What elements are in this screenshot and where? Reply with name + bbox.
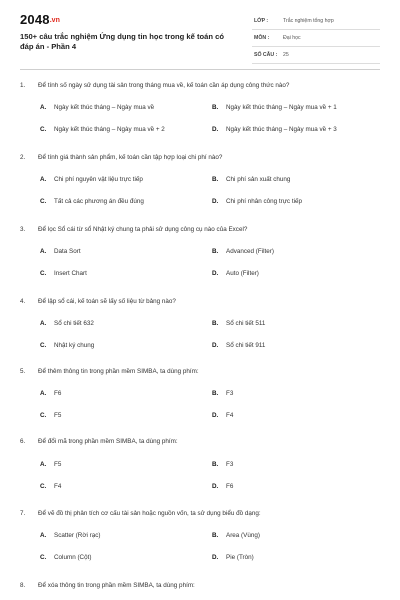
site-logo[interactable] (20, 12, 60, 27)
option-letter: D. (212, 483, 219, 490)
meta-label: SỐ CÂU : (254, 52, 278, 58)
option-letter: D. (212, 270, 219, 277)
question-number: 2. (20, 154, 26, 161)
option-text: Insert Chart (54, 270, 87, 277)
logo-text: 2048 (20, 12, 50, 27)
option-text: Advanced (Filter) (226, 248, 274, 255)
question-number: 4. (20, 298, 26, 305)
option-letter: B. (212, 176, 219, 183)
option-letter: C. (40, 270, 47, 277)
header-divider (20, 69, 380, 70)
meta-label: LỚP : (254, 18, 269, 24)
meta-row-class (252, 13, 380, 30)
option-letter: B. (212, 248, 219, 255)
option-text: Data Sort (54, 248, 81, 255)
logo-suffix: .vn (49, 17, 60, 24)
option-letter: A. (40, 320, 47, 327)
meta-value: Đại học (283, 35, 301, 41)
option-text: Sổ chi tiết 632 (54, 320, 94, 327)
option-text: Sổ chi tiết 511 (226, 320, 266, 327)
option-text: Pie (Tròn) (226, 554, 254, 561)
question-text: Để vẽ đồ thị phân tích cơ cấu tài sản hoặc nguồn vốn, ta sử dụng biểu đồ dạng: (38, 510, 261, 517)
question-number: 5. (20, 368, 26, 375)
option-letter: D. (212, 412, 219, 419)
page-title: 150+ câu trắc nghiệm Ứng dụng tin học trong kế toán có đáp án - Phần 4 (20, 32, 224, 51)
option-letter: B. (212, 461, 219, 468)
option-letter: A. (40, 248, 47, 255)
option-letter: C. (40, 483, 47, 490)
option-letter: B. (212, 104, 219, 111)
option-letter: B. (212, 320, 219, 327)
option-letter: D. (212, 342, 219, 349)
question-text: Để tính số ngày sử dụng tài sản trong tháng mua về, kế toán cần áp dụng công thức nào? (38, 82, 290, 89)
question-number: 8. (20, 582, 26, 589)
option-letter: A. (40, 461, 47, 468)
option-letter: C. (40, 554, 47, 561)
option-text: Chi phí nguyên vật liệu trực tiếp (54, 176, 143, 183)
question-number: 7. (20, 510, 26, 517)
meta-value: 25 (283, 52, 289, 58)
option-text: F4 (54, 483, 62, 490)
option-text: Sổ chi tiết 911 (226, 342, 266, 349)
meta-value: Trắc nghiệm tổng hợp (283, 18, 334, 24)
question-text: Để lập sổ cái, kế toán sẽ lấy số liệu từ bảng nào? (38, 298, 176, 305)
option-text: F6 (226, 483, 234, 490)
option-text: F4 (226, 412, 234, 419)
question-text: Để đổi mã trong phần mềm SIMBA, ta dùng phím: (38, 438, 178, 445)
option-text: F6 (54, 390, 62, 397)
option-text: F3 (226, 461, 234, 468)
question-text: Để thêm thông tin trong phần mềm SIMBA, ta dùng phím: (38, 368, 199, 375)
meta-label: MÔN : (254, 35, 270, 41)
option-text: Scatter (Rời rạc) (54, 532, 101, 539)
option-letter: C. (40, 412, 47, 419)
document-header (0, 0, 400, 70)
option-text: Ngày kết thúc tháng – Ngày mua về (54, 104, 155, 111)
option-letter: C. (40, 198, 47, 205)
question-text: Để lọc Sổ cái từ sổ Nhật ký chung ta phải sử dụng công cụ nào của Excel? (38, 226, 248, 233)
option-letter: C. (40, 126, 47, 133)
option-text: F5 (54, 461, 62, 468)
option-text: Area (Vùng) (226, 532, 260, 539)
option-text: Chi phí sản xuất chung (226, 176, 291, 183)
option-letter: A. (40, 176, 47, 183)
option-text: Ngày kết thúc tháng – Ngày mua về + 2 (54, 126, 165, 133)
option-text: Chi phí nhân công trực tiếp (226, 198, 302, 205)
question-text: Để xóa thông tin trong phần mềm SIMBA, ta dùng phím: (38, 582, 195, 589)
option-text: Tất cả các phương án đều đúng (54, 198, 144, 205)
question-number: 6. (20, 438, 26, 445)
option-text: Column (Cột) (54, 554, 92, 561)
option-letter: A. (40, 390, 47, 397)
option-text: Ngày kết thúc tháng – Ngày mua về + 1 (226, 104, 337, 111)
option-letter: B. (212, 532, 219, 539)
option-text: Ngày kết thúc tháng – Ngày mua về + 3 (226, 126, 337, 133)
option-text: F3 (226, 390, 234, 397)
option-letter: A. (40, 104, 47, 111)
question-number: 3. (20, 226, 26, 233)
option-letter: D. (212, 198, 219, 205)
option-letter: B. (212, 390, 219, 397)
meta-table (252, 13, 380, 64)
meta-row-count (252, 47, 380, 64)
question-number: 1. (20, 82, 26, 89)
question-text: Để tính giá thành sản phẩm, kế toán cần tập hợp loại chi phí nào? (38, 154, 223, 161)
option-letter: D. (212, 554, 219, 561)
option-letter: D. (212, 126, 219, 133)
option-text: Auto (Filter) (226, 270, 259, 277)
option-text: F5 (54, 412, 62, 419)
option-letter: A. (40, 532, 47, 539)
option-letter: C. (40, 342, 47, 349)
meta-row-subject (252, 30, 380, 47)
option-text: Nhật ký chung (54, 342, 95, 349)
